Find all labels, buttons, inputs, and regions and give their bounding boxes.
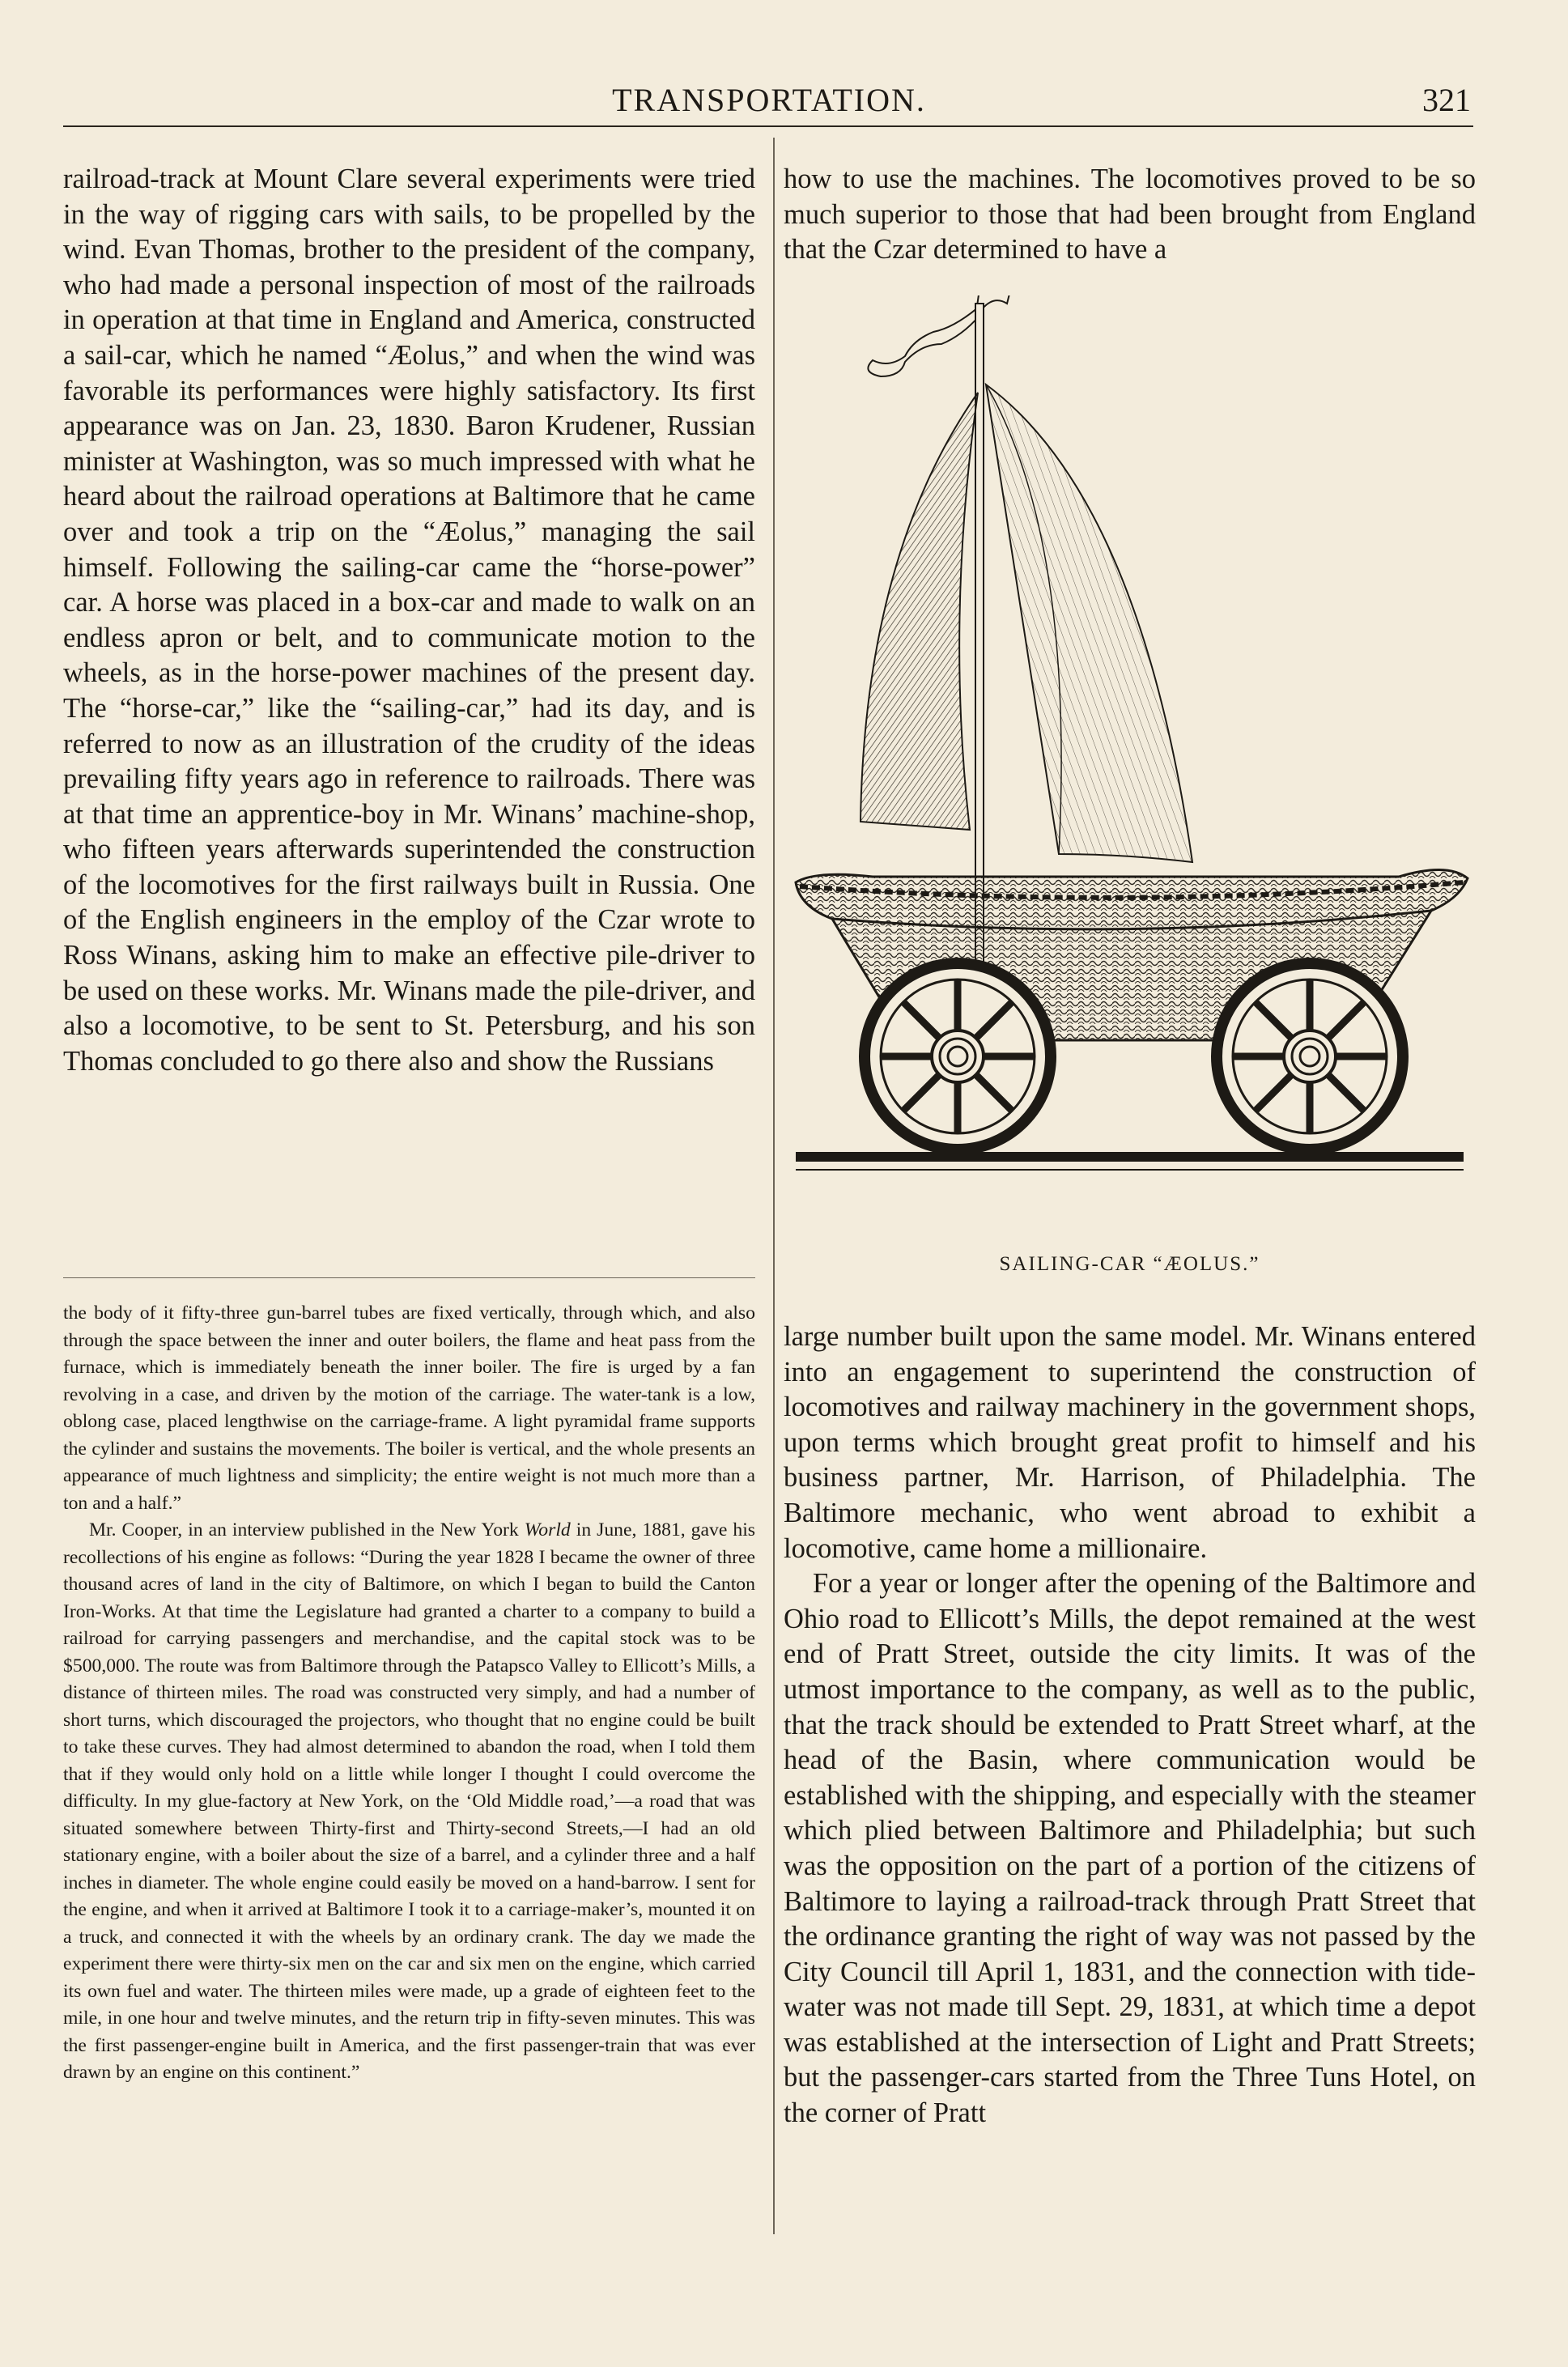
- footnotes: [63, 1300, 755, 2087]
- sail-left: [860, 393, 978, 830]
- running-head: TRANSPORTATION.: [612, 82, 926, 118]
- rail-track: [796, 1152, 1464, 1162]
- right-column-top-paragraph: how to use the machines. The locomotives proved to be so much superior to those that had been brought from England that the Czar determined to have a: [784, 164, 1476, 266]
- pennant-flag: [868, 295, 1010, 376]
- footnote-paragraph-2: [63, 1517, 755, 2087]
- front-wheel: [865, 963, 1051, 1150]
- footnote-newspaper-title: World: [524, 1519, 571, 1540]
- right-column-lower: [784, 1319, 1476, 2131]
- right-column-top: [784, 162, 1476, 268]
- column-divider: [773, 138, 775, 2234]
- left-column: [63, 162, 755, 1079]
- right-column-continuation: large number built upon the same model. Mr. Winans entered into an engagement to superintend the construction of locomotives and railway machinery in the government shops, upon terms which brought great profit to himself and his business partner, Mr. Harrison, of Philadelphia. The Baltimore mechanic, who went abroad to exhibit a locomotive, came home a millionaire.: [784, 1321, 1476, 1564]
- right-column-paragraph-2: For a year or longer after the opening of the Baltimore and Ohio road to Ellicott’s Mills, the depot remained at the west end of Pratt Street, outside the city limits. It was of the utmost importance to the company, as well as to the public, that the track should be extended to Pratt Street wharf, at the head of the Basin, where communication would be established with the shipping, and especially with the steamer which plied between Baltimore and Philadelphia; but such was the opposition on the part of a portion of the citizens of Baltimore to laying a railroad-track through Pratt Street that the ordinance granting the right of way was not passed by the City Council till April 1, 1831, and the connection with tide-water was not made till Sept. 29, 1831, at which time a depot was established at the intersection of Light and Pratt Streets; but the passenger-cars started from the Three Tuns Hotel, on the corner of Pratt: [784, 1568, 1476, 2129]
- footnote-rule: [63, 1277, 755, 1278]
- footnote-text-after: in June, 1881, gave his recollections of his engine as follows: “During the year 1828 I became the owner of three thousand acres of land in the city of Baltimore, on which I began to build the Canton Iron-Works. At that time the Legislature had granted a charter to a company to build a railroad for carrying passengers and merchandise, and the capital stock was to be $500,000. The route was from Baltimore through the Patapsco Valley to Ellicott’s Mills, a distance of thirteen miles. The road was constructed very simply, and had a number of short turns, which discouraged the projectors, who thought that no engine could be built to take these curves. They had almost determined to abandon the road, when I told them that if they would only hold on a little while longer I thought I could overcome the difficulty. In my glue-factory at New York, on the ‘Old Middle road,’—a road that was situated somewhere between Thirty-first and Thirty-second Streets,—I had an old stationary engine, with a boiler about the size of a barrel, and a cylinder three and a half inches in diameter. The whole engine could easily be moved on a hand-barrow. I sent for the engine, and when it arrived at Baltimore I took it to a carriage-maker’s, mounted it on a truck, and connected it with the wheels by an ordinary crank. The day we made the experiment there were thirty-six men on the car and six men on the engine, which carried its own fuel and water. The thirteen miles were made, up a grade of eighteen feet to the mile, in one hour and twelve minutes, and the return trip in fifty-seven minutes. This was the first passenger-engine built in America, and the first passenger-train that was ever drawn by an engine on this continent.”: [63, 1519, 755, 2083]
- sailing-car-illustration: [784, 295, 1476, 1267]
- figure-caption: SAILING-CAR “ÆOLUS.”: [999, 1253, 1260, 1275]
- left-column-paragraph: railroad-track at Mount Clare several experiments were tried in the way of rigging cars with sails, to be propelled by the wind. Evan Thomas, brother to the president of the company, who had made a personal inspection of most of the railroads in operation at that time in England and America, constructed a sail-car, which he named “Æolus,” and when the wind was favorable its performances were highly satisfactory. Its first appearance was on Jan. 23, 1830. Baron Krudener, Russian minister at Washington, was so much impressed with what he heard about the railroad operations at Baltimore that he came over and took a trip on the “Æolus,” managing the sail himself. Following the sailing-car came the “horse-power” car. A horse was placed in a box-car and made to walk on an endless apron or belt, and to communicate motion to the wheels, as in the horse-power machines of the present day. The “horse-car,” like the “sailing-car,” had its day, and is referred to now as an illustration of the crudity of the ideas prevailing fifty years ago in reference to railroads. There was at that time an apprentice-boy in Mr. Winans’ machine-shop, who fifteen years afterwards superintended the construction of the locomotives for the first railways built in Russia. One of the English engineers in the employ of the Czar wrote to Ross Winans, asking him to make an effective pile-driver to be used on these works. Mr. Winans made the pile-driver, and also a locomotive, to be sent to St. Petersburg, and his son Thomas concluded to go there also and show the Russians: [63, 164, 755, 1077]
- main-sail: [986, 385, 1192, 862]
- header-rule: [63, 125, 1473, 127]
- footnote-paragraph-1: the body of it fifty-three gun-barrel tubes are fixed vertically, through which, and also through the space between the inner and outer boilers, the flame and heat pass from the furnace, which is immediately beneath the inner boiler. The fire is urged by a fan revolving in a case, and driven by the motion of the carriage. The water-tank is a low, oblong case, placed lengthwise on the carriage-frame. A light pyramidal frame supports the cylinder and sustains the movements. The boiler is vertical, and the whole presents an appearance of much lightness and simplicity; the entire weight is not much more than a ton and a half.”: [63, 1302, 755, 1514]
- footnote-text-before: Mr. Cooper, in an interview published in the New York: [89, 1519, 525, 1540]
- rear-wheel: [1217, 963, 1403, 1150]
- page-number: 321: [1422, 82, 1471, 118]
- page-header: [0, 81, 1568, 130]
- sailing-car-engraving: [784, 295, 1476, 1267]
